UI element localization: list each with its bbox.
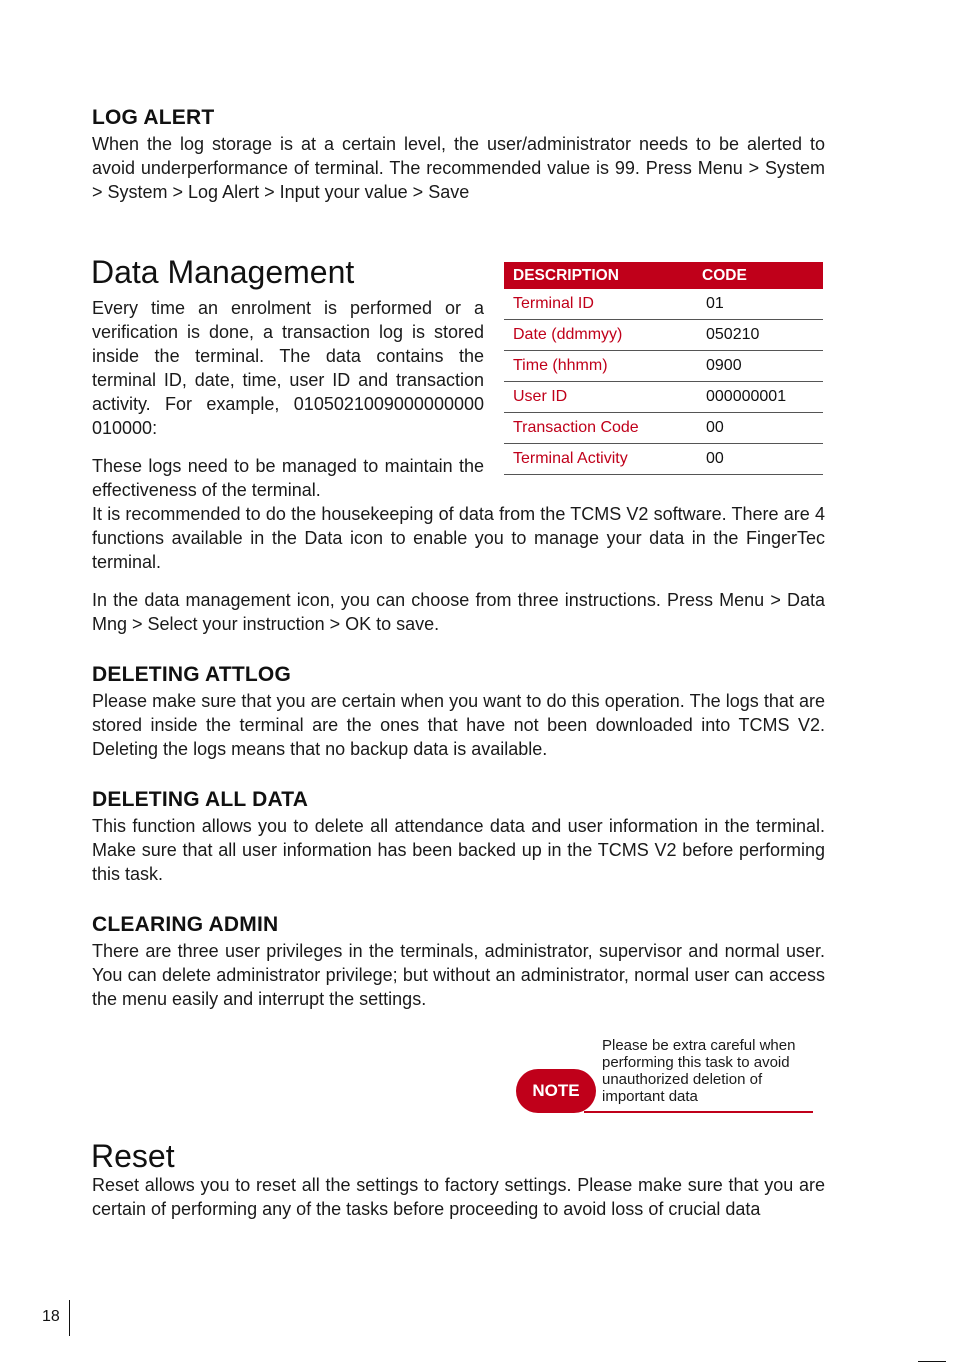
table-row [504, 289, 823, 320]
note-text: Please be extra careful when performing this task to avoid unauthorized deletion of important data [602, 1037, 796, 1105]
deleting-attlog-body: Please make sure that you are certain when you want to do this operation. The logs that are stored inside the terminal are the ones that have not been downloaded into TCMS V2. Deleting the logs means that no backup data is available. [92, 691, 825, 759]
corner-mark [918, 1361, 946, 1362]
log-alert-body: When the log storage is at a certain level, the user/administrator needs to be alerted to avoid underperformance of terminal. The recommended value is 99. Press Menu > System > System > Log Alert > Input your value > Save [92, 134, 825, 202]
deleting-all-data-body: This function allows you to delete all attendance data and user information in the terminal. Make sure that all user information has been backed up in the TCMS V2 before performing this task. [92, 816, 825, 884]
deleting-attlog-heading: DELETING ATTLOG [92, 663, 291, 686]
table-cell-code: 01 [696, 289, 823, 320]
note-underline [584, 1111, 813, 1113]
clearing-admin-body: There are three user privileges in the terminals, administrator, supervisor and normal user. You can delete administrator privilege; but without an administrator, normal user can access the menu easily and interrupt the settings. [92, 941, 825, 1009]
reset-title: Reset [91, 1138, 175, 1174]
page-number: 18 [42, 1308, 60, 1325]
table-cell-code: 000000001 [696, 382, 823, 413]
table-row [504, 351, 823, 382]
table-cell-description: Transaction Code [504, 413, 696, 444]
table-cell-code: 00 [696, 413, 823, 444]
clearing-admin-heading: CLEARING ADMIN [92, 913, 279, 936]
table-cell-code: 00 [696, 444, 823, 475]
note-callout [516, 1035, 816, 1115]
table-row [504, 413, 823, 444]
table-row [504, 444, 823, 475]
data-management-housekeeping: It is recommended to do the housekeeping of data from the TCMS V2 software. There are 4 functions available in the Data icon to enable you to manage your data in the FingerTec terminal. [92, 504, 825, 572]
code-table-header-row [504, 262, 823, 289]
reset-body: Reset allows you to reset all the settings to factory settings. Please make sure that you are certain of performing any of the tasks before proceeding to avoid loss of crucial data [92, 1175, 825, 1219]
data-management-instructions: In the data management icon, you can choose from three instructions. Press Menu > Data Mng > Select your instruction > OK to save. [92, 590, 825, 634]
table-cell-description: Time (hhmm) [504, 351, 696, 382]
data-management-intro: Every time an enrolment is performed or a verification is done, a transaction log is stored inside the terminal. The data contains the terminal ID, date, time, user ID and transaction activity. For example, 0105021009000000000 010000: [92, 298, 484, 438]
code-table-header-code: CODE [696, 262, 823, 289]
table-cell-description: User ID [504, 382, 696, 413]
deleting-all-data-heading: DELETING ALL DATA [92, 788, 309, 811]
table-cell-code: 050210 [696, 320, 823, 351]
table-row [504, 382, 823, 413]
data-management-logs-note: These logs need to be managed to maintain the effectiveness of the terminal. [92, 456, 484, 500]
code-table-header-description: DESCRIPTION [504, 262, 696, 289]
table-cell-code: 0900 [696, 351, 823, 382]
table-row [504, 320, 823, 351]
note-badge: NOTE [516, 1069, 596, 1113]
footer-divider [69, 1300, 70, 1336]
log-alert-heading: LOG ALERT [92, 106, 215, 129]
code-table [504, 262, 823, 475]
code-table-wrapper [504, 262, 823, 475]
table-cell-description: Date (ddmmyy) [504, 320, 696, 351]
table-cell-description: Terminal ID [504, 289, 696, 320]
table-cell-description: Terminal Activity [504, 444, 696, 475]
data-management-title: Data Management [91, 254, 355, 290]
